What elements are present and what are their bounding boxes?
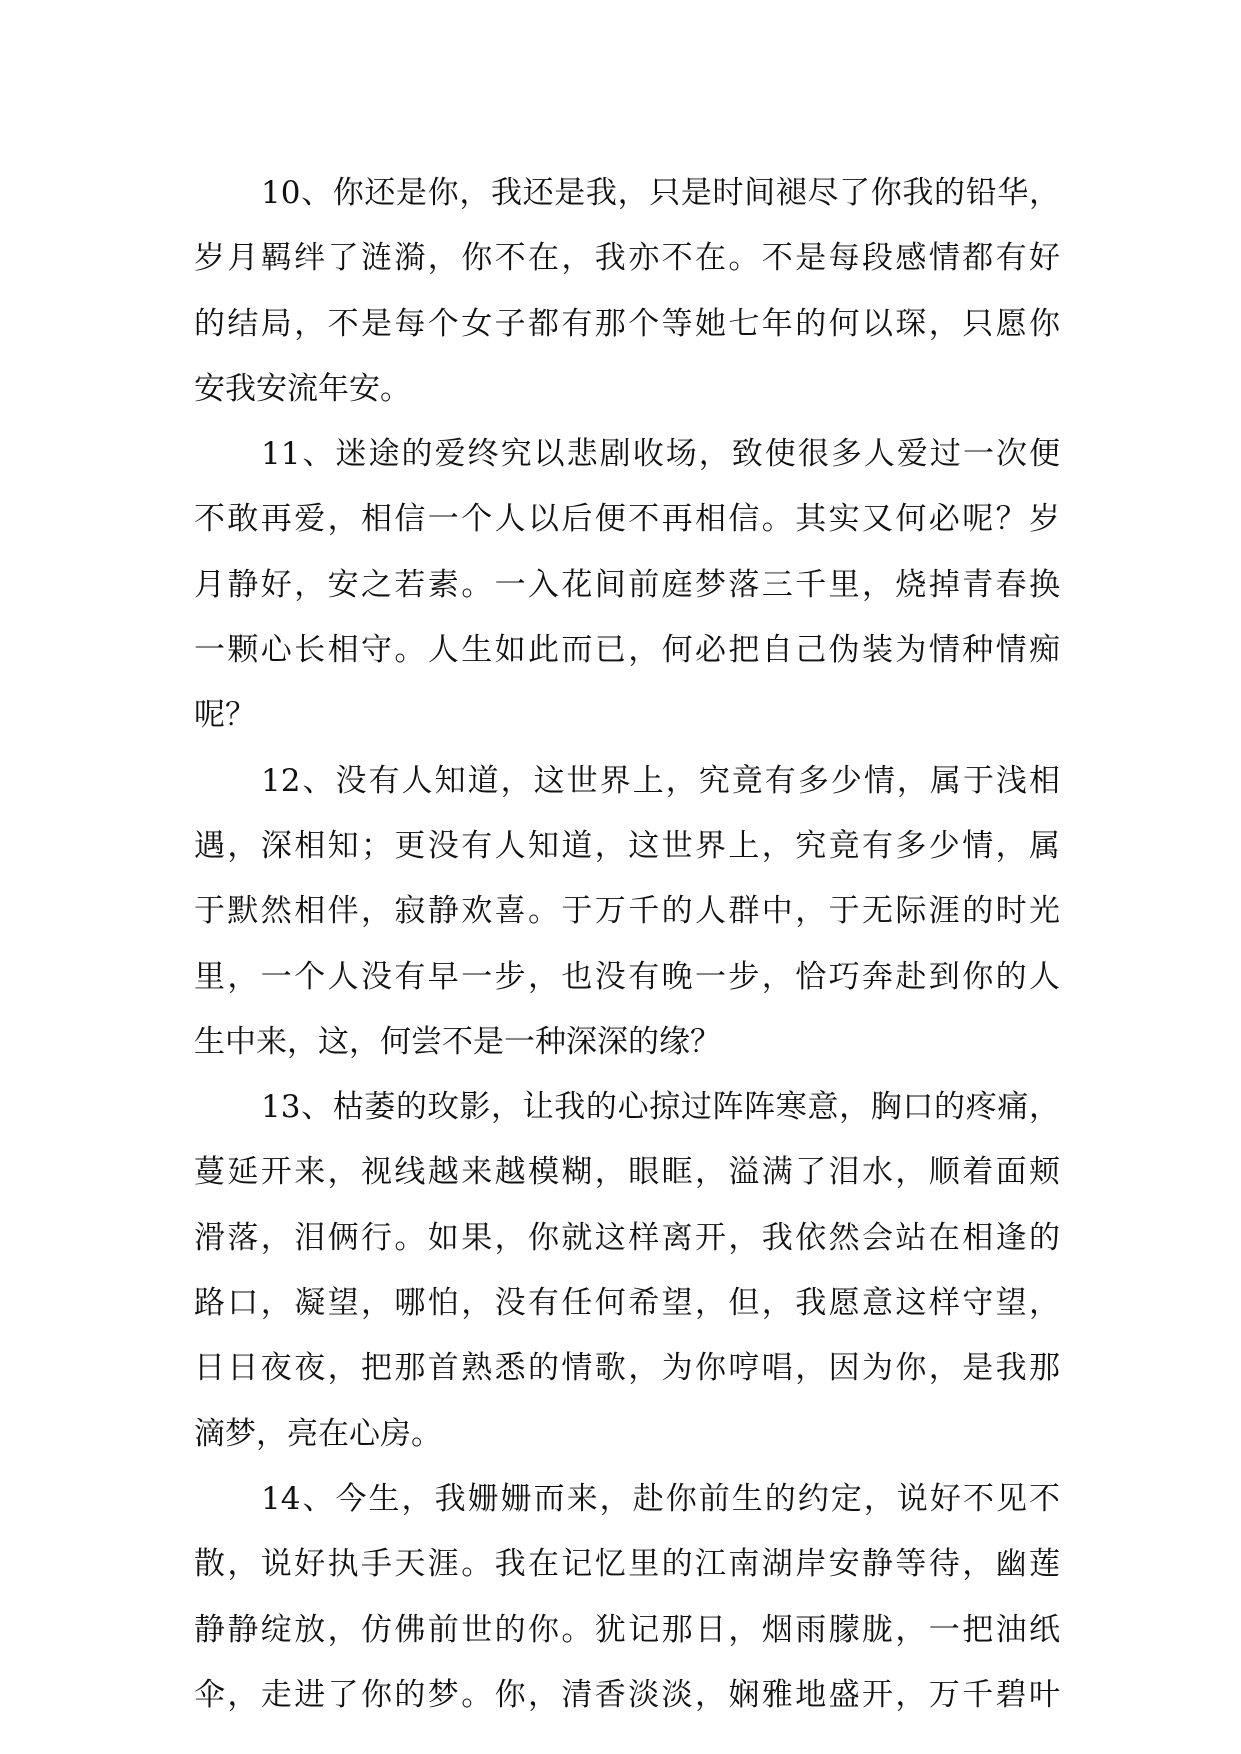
text-line: 月静好，安之若素。一入花间前庭梦落三千里，烧掉青春换: [194, 566, 1060, 603]
text-line: 于默然相伴，寂静欢喜。于万千的人群中，于无际涯的时光: [194, 893, 1060, 930]
text-line: 遇，深相知；更没有人知道，这世界上，究竟有多少情，属: [194, 827, 1060, 864]
text-line: 的结局，不是每个女子都有那个等她七年的何以琛，只愿你: [194, 305, 1060, 342]
text-line: 安我安流年安。: [194, 370, 411, 407]
text-line: 滴梦，亮在心房。: [194, 1415, 442, 1452]
text-line: 11、迷途的爱终究以悲剧收场，致使很多人爱过一次便: [261, 436, 1060, 473]
paragraph: [194, 749, 1060, 1075]
text-line: 一颗心长相守。人生如此而已，何必把自己伪装为情种情痴: [194, 632, 1060, 669]
paragraph: [194, 161, 1060, 422]
paragraph: [194, 422, 1060, 748]
text-line: 不敢再爱，相信一个人以后便不再相信。其实又何必呢？岁: [194, 501, 1060, 538]
text-line: 里，一个人没有早一步，也没有晚一步，恰巧奔赴到你的人: [194, 958, 1060, 995]
paragraph: [194, 1075, 1060, 1467]
text-line: 蔓延开来，视线越来越模糊，眼眶，溢满了泪水，顺着面颊: [194, 1154, 1060, 1191]
text-line: 散，说好执手天涯。我在记忆里的江南湖岸安静等待，幽莲: [194, 1546, 1060, 1583]
text-line: 12、没有人知道，这世界上，究竟有多少情，属于浅相: [261, 762, 1060, 799]
text-line: 岁月羁绊了涟漪，你不在，我亦不在。不是每段感情都有好: [194, 240, 1060, 277]
text-line: 路口，凝望，哪怕，没有任何希望，但，我愿意这样守望，: [194, 1285, 1060, 1322]
text-line: 滑落，泪俩行。如果，你就这样离开，我依然会站在相逢的: [194, 1219, 1060, 1256]
text-line: 10、你还是你，我还是我，只是时间褪尽了你我的铅华，: [261, 175, 1060, 211]
text-line: 日日夜夜，把那首熟悉的情歌，为你哼唱，因为你，是我那: [194, 1350, 1060, 1387]
document-body: [194, 161, 1060, 1728]
text-line: 14、今生，我姗姗而来，赴你前生的约定，说好不见不: [261, 1480, 1060, 1517]
text-line: 13、枯萎的玫影，让我的心掠过阵阵寒意，胸口的疼痛，: [261, 1089, 1060, 1126]
text-line: 生中来，这，何尝不是一种深深的缘？: [194, 1023, 721, 1060]
paragraph: [194, 1467, 1060, 1728]
text-line: 静静绽放，仿佛前世的你。犹记那日，烟雨朦胧，一把油纸: [194, 1611, 1060, 1648]
text-line: 呢？: [194, 697, 256, 734]
text-line: 伞，走进了你的梦。你，清香淡淡，娴雅地盛开，万千碧叶: [194, 1676, 1060, 1713]
